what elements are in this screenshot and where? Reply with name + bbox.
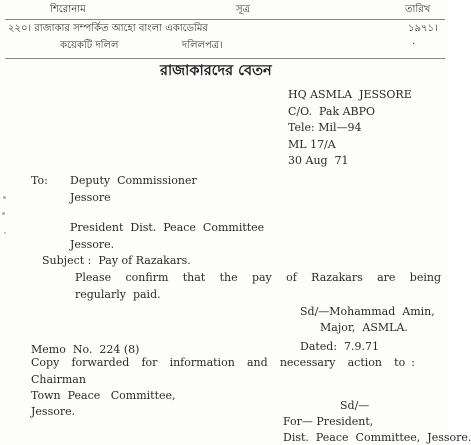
copy-forwarded-line: Copy forwarded for information and necessary action to : — [31, 356, 415, 369]
to-label: To: — [31, 174, 48, 187]
memo-dated: Dated: 7.9.71 — [300, 340, 380, 353]
copy-to-line-2: Town Peace Committee, — [31, 389, 176, 402]
address-line-3: Tele: Mil—94 — [288, 121, 362, 134]
for-president: For— President, — [283, 415, 374, 428]
header-col-source: সূত্র — [236, 4, 250, 15]
body-line-1: Please confirm that the pay of Razakars are being — [75, 271, 441, 284]
president-line-2: Jessore. — [70, 238, 115, 251]
header-row-line1: ২২০। রাজাকার সম্পর্কিত আহো বাংলা একাডেমির — [8, 23, 208, 34]
address-line-4: ML 17/A — [288, 138, 336, 151]
header-row-date: ১৯৭১। — [408, 23, 438, 34]
address-line-1: HQ ASMLA JESSORE — [288, 88, 412, 101]
signature-line-2: Major, ASMLA. — [320, 321, 408, 334]
to-line-2: Jessore — [70, 191, 111, 204]
to-line-1: Deputy Commissioner — [70, 174, 197, 187]
signature-line-1: Sd/—Mohammad Amin, — [300, 305, 435, 318]
header-col-date: তারিখ — [405, 4, 431, 15]
dist-peace-committee: Dist. Peace Committee, Jessore. — [283, 431, 471, 444]
address-line-2: C/O. Pak ABPO — [288, 105, 376, 118]
body-line-2: regularly paid. — [75, 288, 161, 301]
copy-to-line-1: Chairman — [31, 373, 86, 386]
header-col-title: শিরোনাম — [50, 4, 86, 15]
header-bottom-rule — [5, 58, 445, 59]
subject-line: Subject : Pay of Razakars. — [42, 254, 191, 267]
closing-sd: Sd/— — [340, 399, 370, 412]
header-row-line2: কয়েকটি দলিল দলিলপত্র। — [60, 40, 223, 51]
copy-to-line-3: Jessore. — [31, 405, 76, 418]
memo-number: Memo No. 224 (8) — [31, 343, 140, 356]
address-line-5: 30 Aug 71 — [288, 154, 349, 167]
scan-speck — [3, 196, 6, 199]
scan-speck — [4, 232, 6, 234]
president-line-1: President Dist. Peace Committee — [70, 221, 265, 234]
header-rule — [5, 19, 445, 20]
header-row-dot: · — [412, 39, 416, 50]
scan-speck — [2, 212, 5, 215]
document-title: রাজাকারদের বেতন — [160, 63, 272, 79]
